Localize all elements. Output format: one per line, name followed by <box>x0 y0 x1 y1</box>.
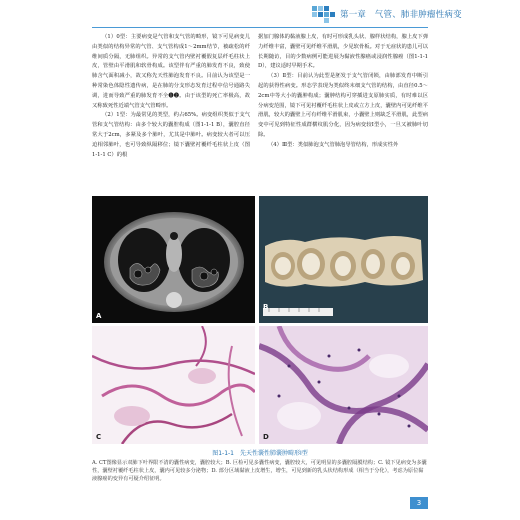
paragraph-type1: （2）1型：为最常见的类型，约占65%。病变组织类似于支气管和支气管结构：由多个较大的囊腔构成（图1-1-1 B），囊腔直径常大于2cm，多紧及多个肺叶，尤其是中肺叶。病变较大者可以压迫相邻肺叶，也可导致纵隔移位；镜下囊壁衬覆纤毛柱状上皮（图1-1-1 C）的根 <box>92 112 250 158</box>
figure-panel-ct-scan <box>92 196 255 323</box>
panel-label-c: C <box>96 433 102 441</box>
chapter-title: 第一章 气管、肺非肿瘤性病变 <box>340 10 462 20</box>
histology-high-power-image <box>259 326 428 444</box>
figure-caption: A. CT图像显示双肺下叶界限不清的囊性病变，囊腔较大；B. 巨检可见多囊性病变，囊腔较大，可见明显的多囊腔隔膜结构；C. 镜下见病变为多囊性，囊壁衬覆纤毛柱状上皮，囊内可见较多分泌物；D. 部分区域黏液上皮增生，增生，可见到新的乳头状结构形成（相当于分化），考虑为原位黏液腺癌的变异有可疑介绍征明。 <box>92 460 427 482</box>
page-number: 3 <box>410 497 428 509</box>
panel-label-a: A <box>96 312 102 320</box>
header-rule <box>92 27 428 28</box>
figure-panel-histology-low-power <box>92 326 255 444</box>
figure-title: 图1-1-1 先天性囊性肺囊肿畸形Ⅰ型 <box>212 450 308 457</box>
text-column-right <box>258 33 428 151</box>
text-column-left <box>92 33 250 160</box>
running-header <box>0 0 520 28</box>
panel-label-b: B <box>263 303 269 311</box>
panel-label-d: D <box>263 433 269 441</box>
paragraph-type2: （3）Ⅱ型：目前认为此型是胚发于支气管闭锁，由肺部发育中断引起的获得性病变。形态学表现为类似终末细支气管的结构，由直径0.5～2cm中等大小的囊肿构成；囊肿结构可穿插进支原肺实质，有时难以区分病变范围，镜下可见衬覆纤毛柱状上皮或立方上皮，囊壁内可见纤维平滑肌，较大的囊壁上可有纤维平滑肌束，小囊壁上则缺乏平滑肌，此型病变中可见到特征性成群横纹肌分化，因为病变较Ⅰ型小，一旦又被肺叶切除。 <box>258 73 428 138</box>
figure-panel-histology-high-power <box>259 326 428 444</box>
paragraph-type0: （1）0型：主要病变是气管和支气管的畸形，镜下可见病变儿由类似的结构异常的气管、支气管构成1～2mm结节，被疏松的纤维间质分隔，无肺组织。异常的支气管内壁衬覆假复层纤毛柱状上皮，管壁由平滑肌和软骨构成。该型伴有严重的肺发育不良，致使肺含气面积减小，故又称先天性肺泡发育不良。目前认为该型是一种常染色体隐性遗传病，是在肺的分支形态发育过程中信号通路失调，进而导致严重的肺发育不全❶❷。由于该型的死亡率极高，故又称致死性近端气管支气管畸形。 <box>92 34 250 109</box>
gross-specimen-image <box>259 196 428 323</box>
header-decoration-icon <box>312 6 336 22</box>
ct-scan-image <box>92 196 255 323</box>
paragraph-type1-cont: 据加门腺体的黏液腺上皮，有时可形成乳头状、腺样状结构，腺上皮下弹力纤维丰富，囊壁可见纤维平滑肌，少见软骨板。对于无症状的患儿可以长期随访，目的少数病例可能进展为黏液性腺癌或浸润性腺癌（图1-1-1 D），建议适时早期手术。 <box>258 34 428 70</box>
paragraph-type3: （4）Ⅲ型：类似肺泡支气管肺泡导管结构，形成实性外 <box>268 141 399 148</box>
histology-low-power-image <box>92 326 255 444</box>
figure-panel-gross-specimen <box>259 196 428 323</box>
